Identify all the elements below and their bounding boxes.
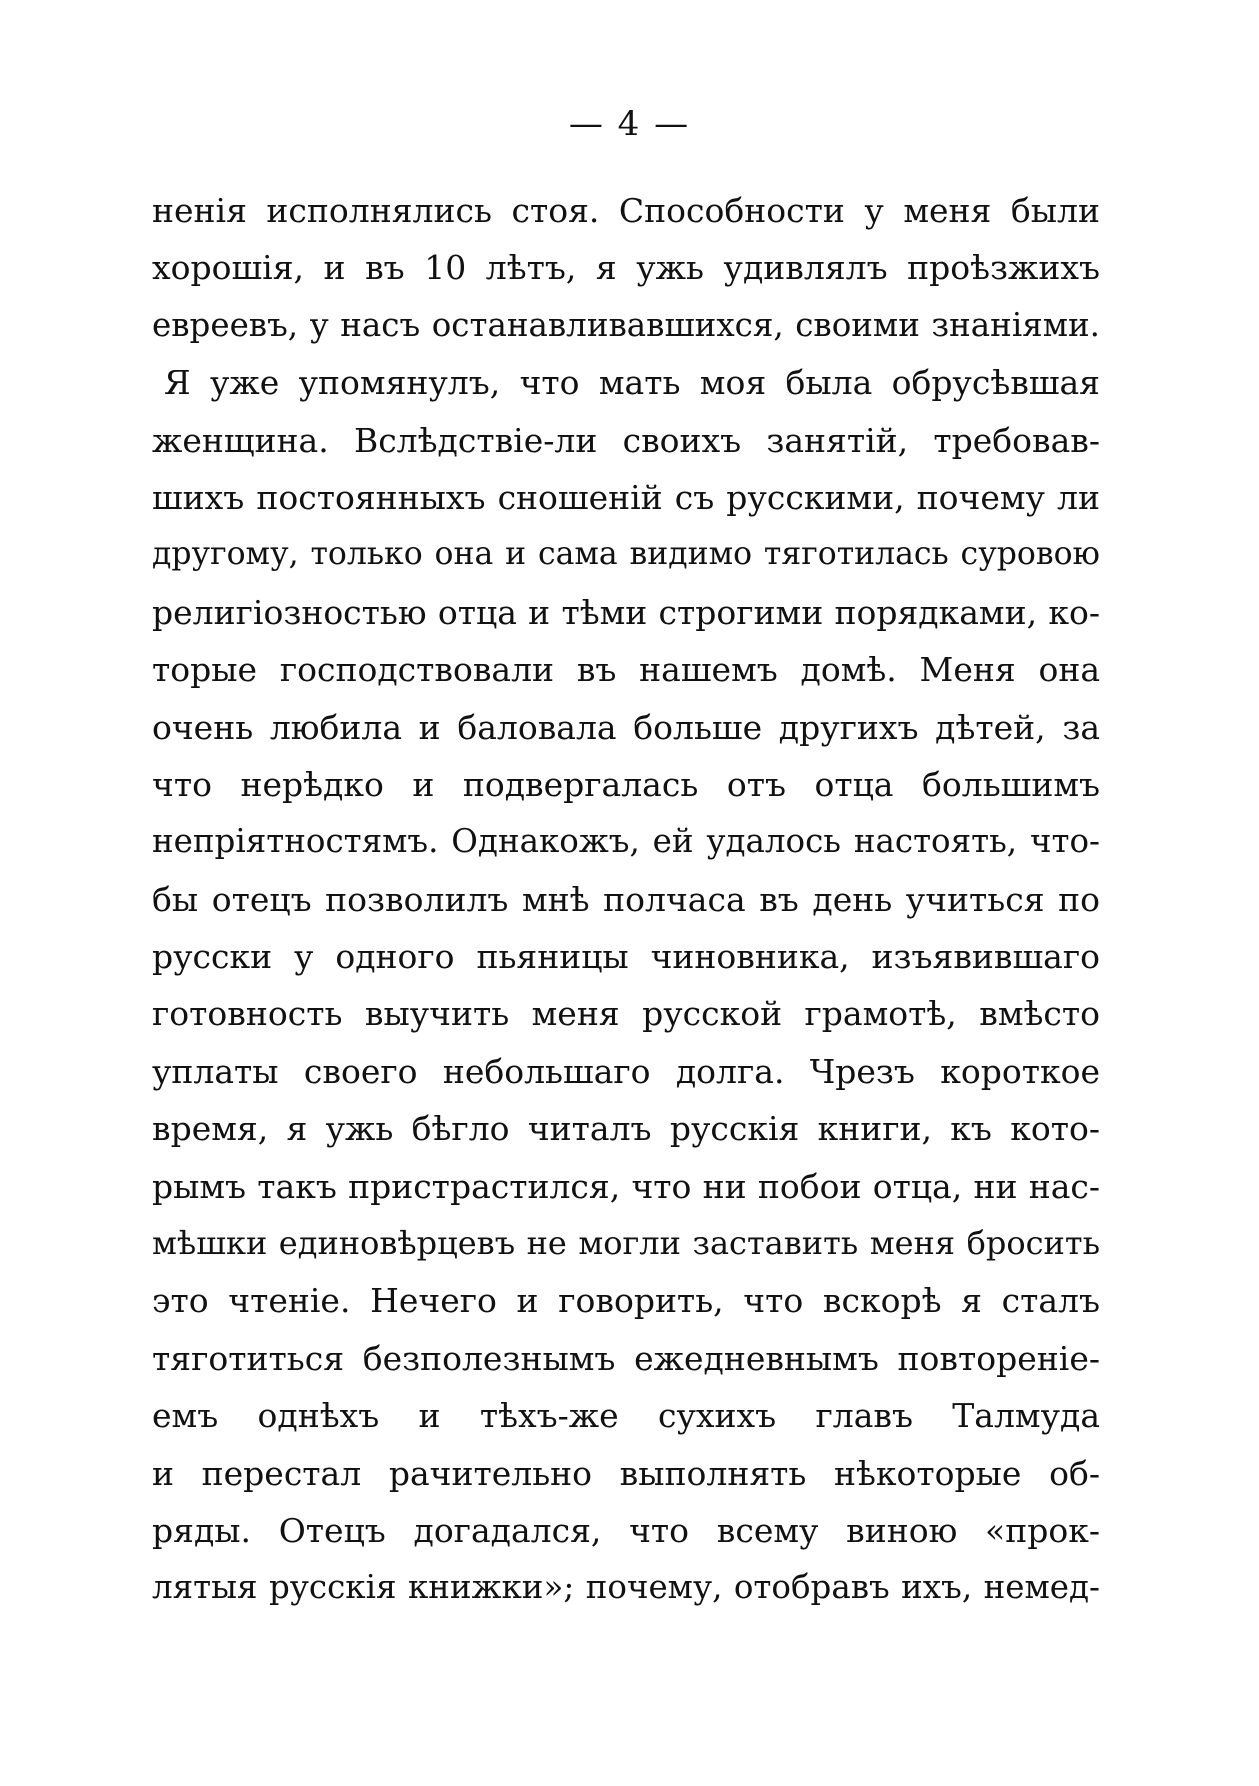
text-line: непріятностямъ. Однакожъ, ей удалось настоять, что- bbox=[152, 822, 1100, 861]
text-line: очень любила и баловала больше другихъ дѣтей, за bbox=[152, 707, 1100, 747]
text-line: русски у одного пьяницы чиновника, изъявившаго bbox=[152, 937, 1100, 977]
text-line: емъ однѣхъ и тѣхъ-же сухихъ главъ Талмуда bbox=[152, 1396, 1100, 1436]
text-line: ненія исполнялись стоя. Способности у меня были bbox=[152, 191, 1100, 230]
page-number: — 4 — bbox=[568, 104, 691, 144]
text-line: религіозностью отца и тѣми строгими порядками, ко- bbox=[152, 592, 1100, 632]
text-line: евреевъ, у насъ останавливавшихся, своими знаніями. bbox=[152, 305, 1100, 344]
body-text bbox=[152, 182, 1100, 1617]
text-line: хорошія, и въ 10 лѣтъ, я ужь удивлялъ проѣзжихъ bbox=[152, 248, 1100, 288]
text-line: рымъ такъ пристрастился, что ни побои отца, ни нас- bbox=[152, 1166, 1100, 1206]
text-line: ряды. Отецъ догадался, что всему виною «прок- bbox=[152, 1510, 1100, 1550]
text-line: и перестал рачительно выполнять нѣкоторые об- bbox=[152, 1453, 1100, 1493]
text-line: уплаты своего небольшаго долга. Чрезъ короткое bbox=[152, 1051, 1100, 1091]
text-line: тяготиться безполезнымъ ежедневнымъ повтореніе- bbox=[152, 1338, 1100, 1378]
text-line: бы отецъ позволилъ мнѣ полчаса въ день учиться по bbox=[152, 879, 1100, 919]
text-line: время, я ужь бѣгло читалъ русскія книги, къ кото- bbox=[152, 1109, 1100, 1149]
text-line: мѣшки единовѣрцевъ не могли заставить меня бросить bbox=[152, 1224, 1100, 1263]
text-line: это чтеніе. Нечего и говорить, что вскорѣ я сталъ bbox=[152, 1281, 1100, 1321]
text-line: другому, только она и сама видимо тяготилась суровою bbox=[152, 536, 1100, 573]
text-line: лятыя русскія книжки»; почему, отобравъ ихъ, немед- bbox=[152, 1568, 1100, 1607]
text-line: женщина. Вслѣдствіе-ли своихъ занятій, требовав- bbox=[152, 420, 1100, 460]
text-line: шихъ постоянныхъ сношеній съ русскими, почему ли bbox=[152, 477, 1100, 517]
text-line: торые господствовали въ нашемъ домѣ. Меня она bbox=[152, 650, 1100, 690]
text-line: готовность выучить меня русской грамотѣ, вмѣсто bbox=[152, 994, 1100, 1034]
text-line: что нерѣдко и подвергалась отъ отца большимъ bbox=[152, 764, 1100, 804]
text-line: Я уже упомянулъ, что мать моя была обрусѣвшая bbox=[164, 363, 1100, 403]
